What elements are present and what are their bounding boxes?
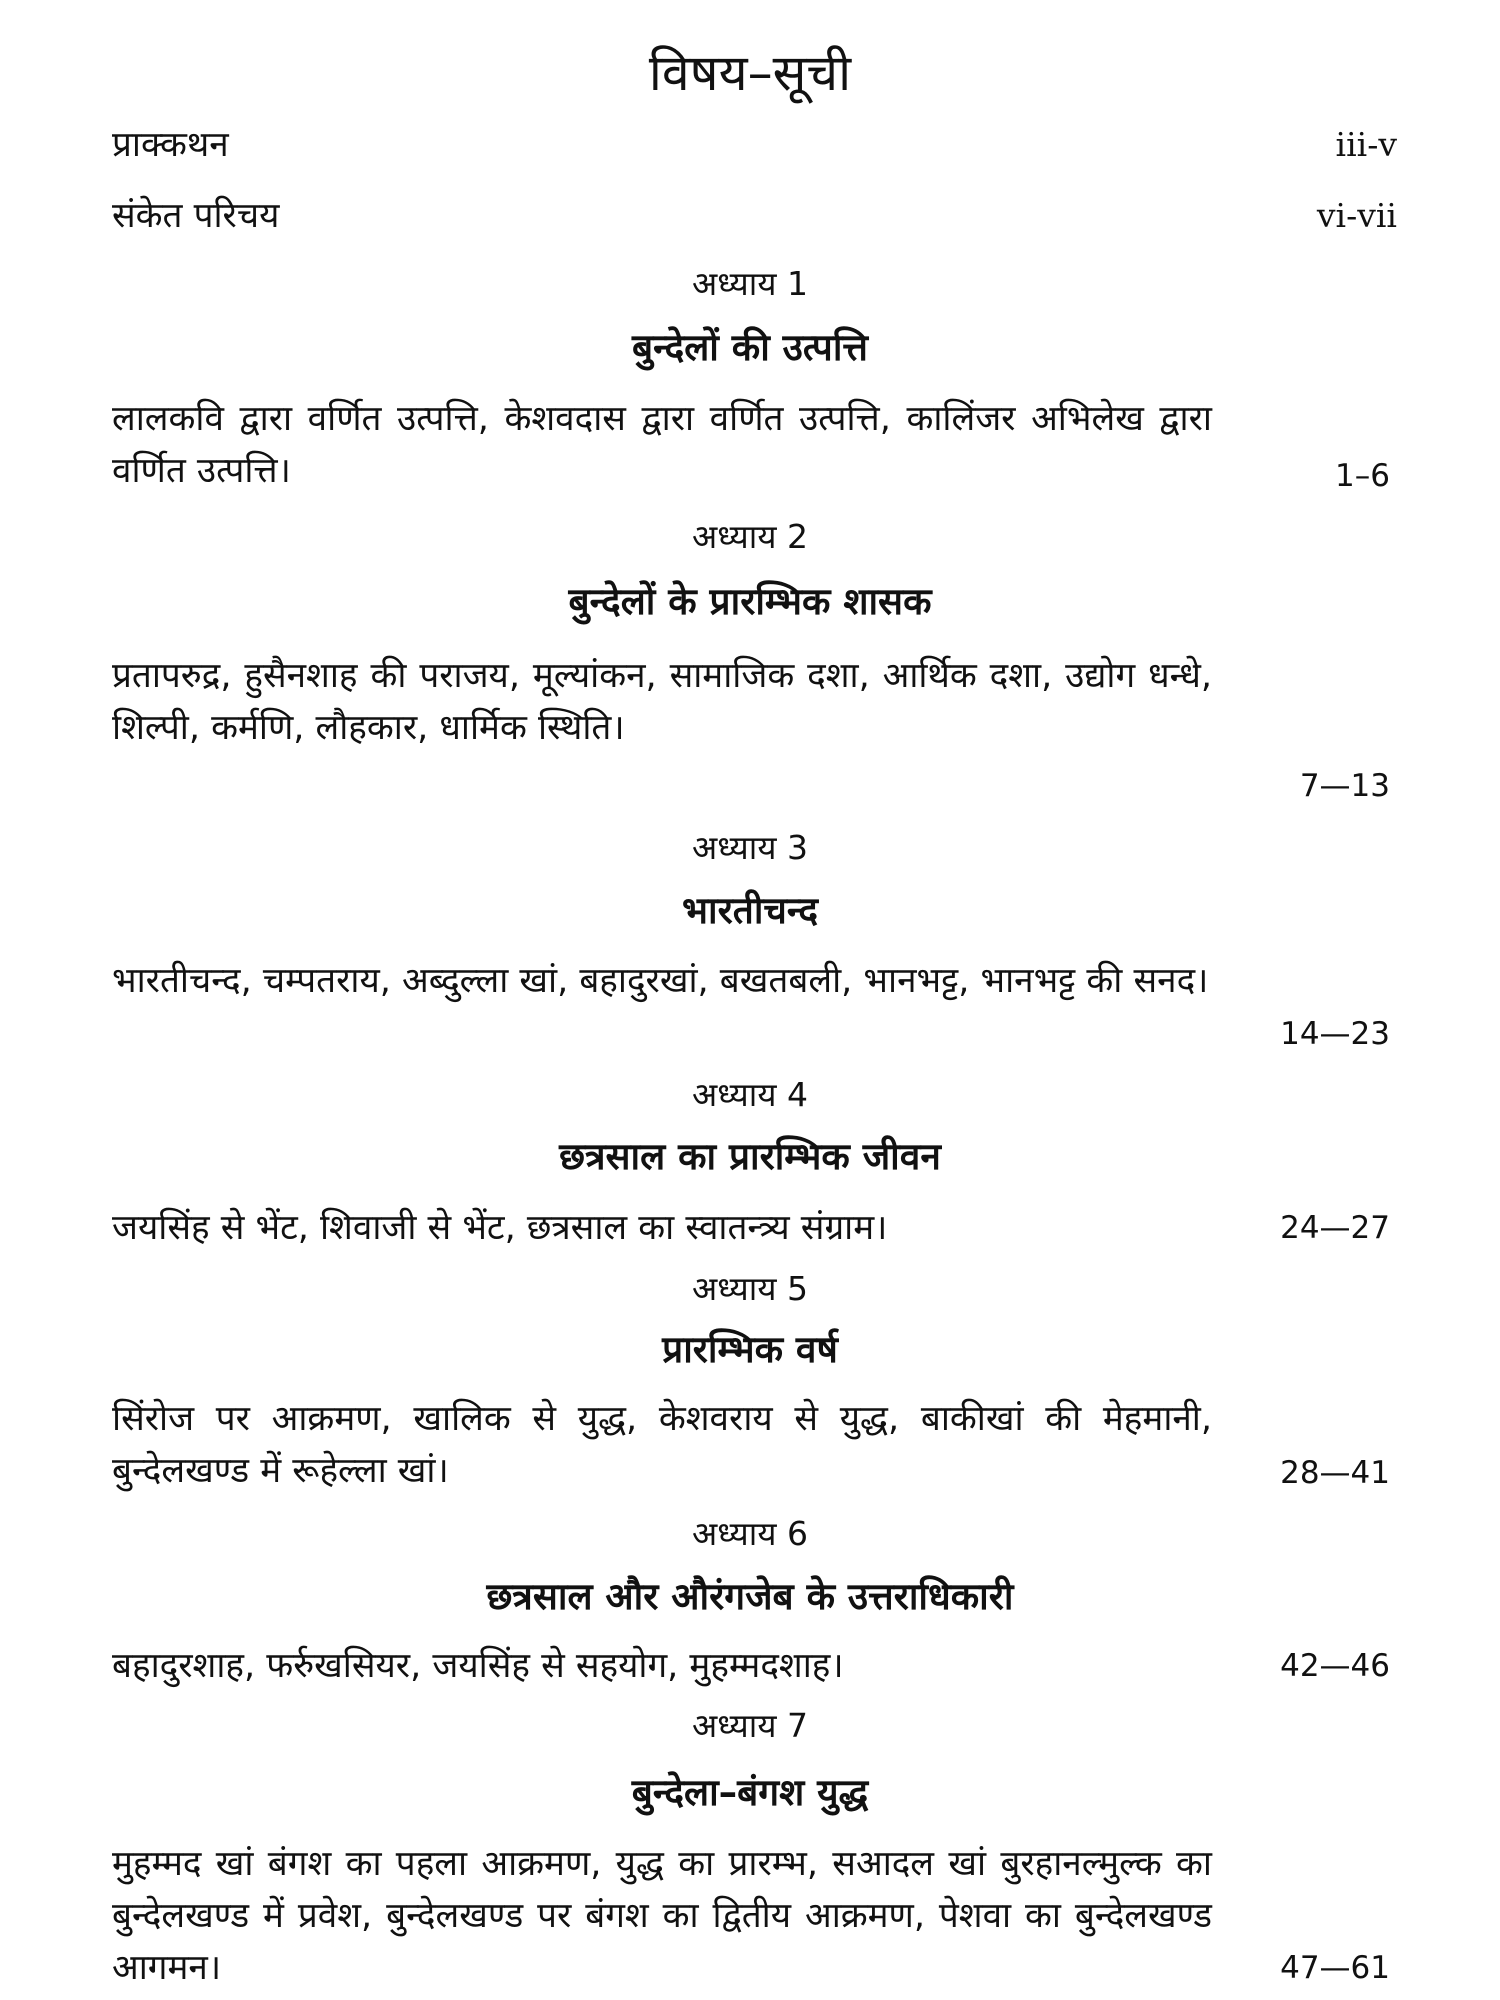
chapter-description: बहादुरशाह, फर्रुखसियर, जयसिंह से सहयोग, मुहम्मदशाह। xyxy=(112,1646,844,1686)
front-matter-pages: vi-vii xyxy=(1316,196,1397,235)
front-matter-preface xyxy=(112,122,1397,168)
front-matter-label: प्राक्कथन xyxy=(112,125,229,165)
chapter-heading: भारतीचन्द xyxy=(682,889,818,932)
chapter-pages: 47—61 xyxy=(1280,1950,1390,1986)
chapter-description: प्रतापरुद्र, हुसैनशाह की पराजय, मूल्यांकन, सामाजिक दशा, आर्थिक दशा, उद्योग धन्धे, शिल्पी, कर्मणि, लौहकार, धार्मिक स्थिति। xyxy=(112,656,1212,748)
chapter-pages: 42—46 xyxy=(1280,1648,1390,1684)
chapter-heading: प्रारम्भिक वर्ष xyxy=(662,1328,838,1371)
chapter-number: अध्याय 5 xyxy=(692,1269,808,1308)
chapter-heading: बुन्देलों के प्रारम्भिक शासक xyxy=(568,580,932,623)
chapter-heading: छत्रसाल और औरंगजेब के उत्तराधिकारी xyxy=(486,1575,1014,1618)
chapter-heading: बुन्देलों की उत्पत्ति xyxy=(632,326,868,369)
chapter-number: अध्याय 3 xyxy=(692,828,808,867)
chapter-number: अध्याय 6 xyxy=(692,1514,808,1553)
chapter-number: अध्याय 4 xyxy=(692,1075,808,1114)
front-matter-abbreviations xyxy=(112,193,1397,239)
chapter-number: अध्याय 1 xyxy=(692,264,808,303)
chapter-pages: 1–6 xyxy=(1335,458,1390,494)
page-title: विषय–सूची xyxy=(648,44,852,102)
chapter-description: सिंरोज पर आक्रमण, खालिक से युद्ध, केशवराय से युद्ध, बाकीखां की मेहमानी, बुन्देलखण्ड में रूहेल्ला खां। xyxy=(112,1399,1212,1491)
chapter-heading: छत्रसाल का प्रारम्भिक जीवन xyxy=(559,1135,941,1178)
chapter-pages: 24—27 xyxy=(1280,1210,1390,1246)
front-matter-label: संकेत परिचय xyxy=(112,196,280,236)
chapter-pages: 7—13 xyxy=(1299,768,1390,804)
chapter-heading: बुन्देला–बंगश युद्ध xyxy=(631,1771,869,1814)
chapter-description: जयसिंह से भेंट, शिवाजी से भेंट, छत्रसाल का स्वातन्त्र्य संग्राम। xyxy=(112,1208,888,1248)
front-matter-pages: iii-v xyxy=(1335,125,1397,164)
chapter-pages: 14—23 xyxy=(1280,1016,1390,1052)
chapter-pages: 28—41 xyxy=(1280,1455,1390,1491)
chapter-description: मुहम्मद खां बंगश का पहला आक्रमण, युद्ध का प्रारम्भ, सआदल खां बुरहानल्मुल्क का बुन्देलखण्ड में प्रवेश, बुन्देलखण्ड पर बंगश का द्वितीय आक्रमण, पेशवा का बुन्देलखण्ड आगमन। xyxy=(112,1844,1212,1988)
chapter-number: अध्याय 7 xyxy=(692,1706,808,1745)
chapter-number: अध्याय 2 xyxy=(692,517,808,556)
chapter-description: भारतीचन्द, चम्पतराय, अब्दुल्ला खां, बहादुरखां, बखतबली, भानभट्ट, भानभट्ट की सनद। xyxy=(112,961,1209,1001)
chapter-description: लालकवि द्वारा वर्णित उत्पत्ति, केशवदास द्वारा वर्णित उत्पत्ति, कालिंजर अभिलेख द्वारा वर्णित उत्पत्ति। xyxy=(112,399,1212,491)
